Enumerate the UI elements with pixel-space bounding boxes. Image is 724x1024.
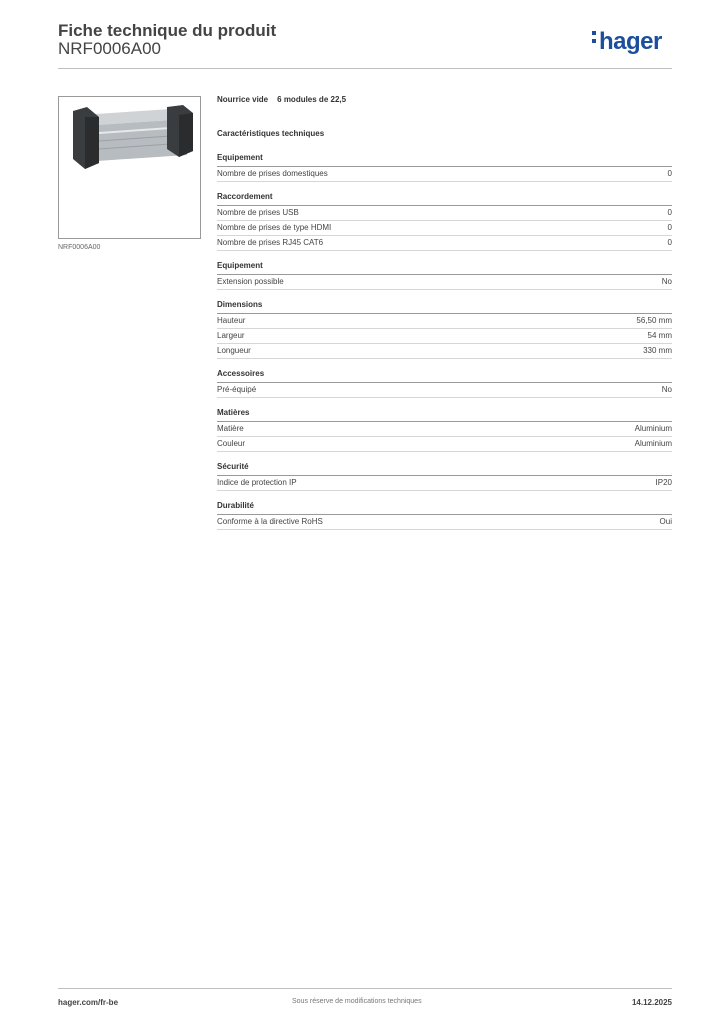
spec-label: Longueur: [217, 346, 251, 355]
spec-group: [217, 192, 672, 251]
spec-value: 0: [667, 223, 672, 232]
footer-website: hager.com/fr-be: [58, 998, 119, 1007]
spec-groups: [217, 153, 672, 530]
spec-content: [217, 95, 672, 530]
spec-value: 330 mm: [643, 346, 672, 355]
spec-group: [217, 300, 672, 359]
spec-group-title: Equipement: [217, 153, 672, 167]
spec-group-title: Accessoires: [217, 369, 672, 383]
spec-label: Nombre de prises USB: [217, 208, 299, 217]
spec-value: No: [661, 277, 672, 286]
footer-date: 14.12.2025: [631, 998, 672, 1007]
logo-dots-icon: [592, 27, 597, 47]
spec-group: [217, 369, 672, 398]
spec-row: [217, 314, 672, 329]
spec-row: [217, 422, 672, 437]
spec-value: 0: [667, 169, 672, 178]
footer-divider: [58, 988, 672, 989]
spec-row: [217, 206, 672, 221]
spec-value: 56,50 mm: [636, 316, 672, 325]
spec-group-title: Matières: [217, 408, 672, 422]
spec-label: Matière: [217, 424, 244, 433]
spec-group: [217, 408, 672, 452]
spec-row: [217, 383, 672, 398]
spec-row: [217, 167, 672, 182]
spec-value: Aluminium: [634, 424, 672, 433]
spec-label: Largeur: [217, 331, 245, 340]
spec-value: IP20: [655, 478, 672, 487]
product-name: Nourrice vide: [217, 95, 269, 104]
spec-row: [217, 437, 672, 452]
spec-value: Aluminium: [634, 439, 672, 448]
spec-group-title: Durabilité: [217, 501, 672, 515]
spec-label: Conforme à la directive RoHS: [217, 517, 323, 526]
spec-row: [217, 476, 672, 491]
spec-group: [217, 261, 672, 290]
spec-label: Extension possible: [217, 277, 284, 286]
spec-group-title: Dimensions: [217, 300, 672, 314]
spec-row: [217, 344, 672, 359]
spec-value: 0: [667, 208, 672, 217]
header-divider: [58, 68, 672, 69]
spec-label: Hauteur: [217, 316, 246, 325]
spec-value: Oui: [659, 517, 672, 526]
spec-row: [217, 275, 672, 290]
specs-heading: Caractéristiques techniques: [217, 129, 325, 138]
spec-value: 54 mm: [647, 331, 672, 340]
logo-text: hager: [599, 28, 662, 55]
spec-row: [217, 236, 672, 251]
image-caption: NRF0006A00: [58, 244, 101, 251]
spec-group-title: Sécurité: [217, 462, 672, 476]
hager-logo: [592, 28, 662, 56]
spec-label: Pré-équipé: [217, 385, 257, 394]
spec-row: [217, 329, 672, 344]
spec-label: Nombre de prises domestiques: [217, 169, 328, 178]
duct-module-icon: [59, 97, 200, 238]
spec-group-title: Raccordement: [217, 192, 672, 206]
product-image: [58, 96, 201, 239]
spec-label: Couleur: [217, 439, 246, 448]
spec-group: [217, 501, 672, 530]
product-line: [217, 95, 672, 109]
spec-group-title: Equipement: [217, 261, 672, 275]
spec-group: [217, 153, 672, 182]
spec-row: [217, 221, 672, 236]
spec-row: [217, 515, 672, 530]
product-description: 6 modules de 22,5: [277, 95, 347, 104]
spec-group: [217, 462, 672, 491]
spec-value: 0: [667, 238, 672, 247]
product-reference: NRF0006A00: [58, 39, 162, 58]
spec-value: No: [661, 385, 672, 394]
page-title: Fiche technique du produit: [58, 21, 277, 40]
footer-notice: Sous réserve de modifications techniques: [292, 998, 422, 1005]
spec-label: Nombre de prises de type HDMI: [217, 223, 332, 232]
spec-label: Nombre de prises RJ45 CAT6: [217, 238, 324, 247]
spec-label: Indice de protection IP: [217, 478, 297, 487]
